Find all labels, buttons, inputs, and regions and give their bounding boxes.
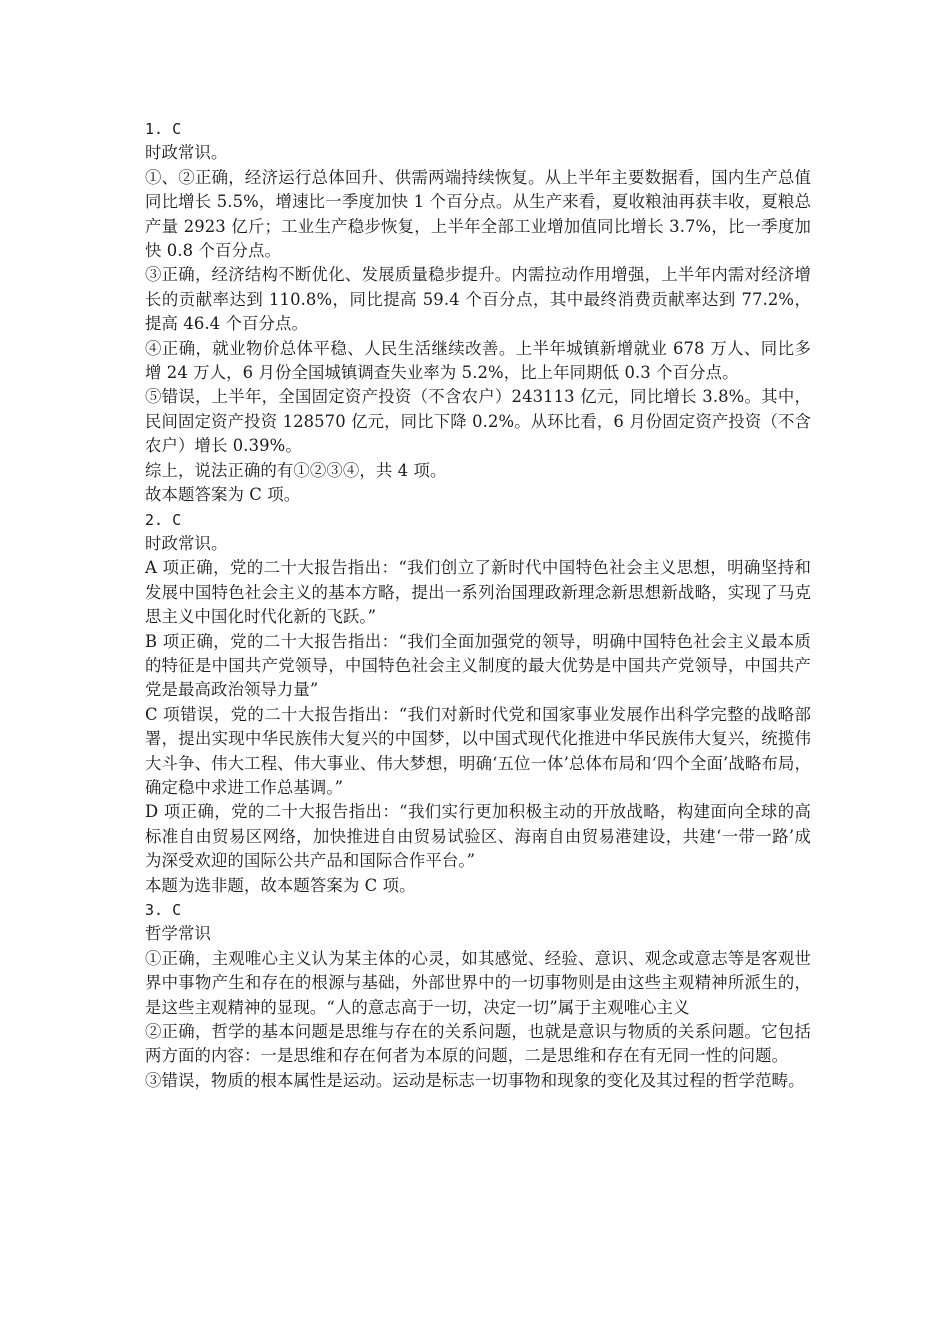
- paragraph: B 项正确，党的二十大报告指出：“我们全面加强党的领导，明确中国特色社会主义最本质的特征是中国共产党领导，中国特色社会主义制度的最大优势是中国共产党领导，中国共产党是最高政治领导力量”: [145, 631, 811, 700]
- question-number: 2. C: [145, 510, 182, 529]
- question-number: 3. C: [145, 901, 182, 919]
- paragraph: A 项正确，党的二十大报告指出：“我们创立了新时代中国特色社会主义思想，明确坚持和发展中国特色社会主义的基本方略，提出一系列治国理政新理念新思想新战略，实现了马克思主义中国化时代化新的飞跃。”: [145, 558, 811, 627]
- paragraph: ④正确，就业物价总体平稳、人民生活继续改善。上半年城镇新增就业 678 万人、同比多增 24 万人，6 月份全国城镇调查失业率为 5.2%，比上年同期低 0.3 个百分点。: [145, 338, 811, 383]
- paragraph: 故本题答案为 C 项。: [145, 485, 301, 505]
- paragraph: 综上，说法正确的有①②③④，共 4 项。: [145, 460, 447, 480]
- question-number: 1. C: [145, 120, 182, 138]
- paragraph: 时政常识。: [145, 143, 228, 163]
- paragraph: ①、②正确，经济运行总体回升、供需两端持续恢复。从上半年主要数据看，国内生产总值同比增长 5.5%，增速比一季度加快 1 个百分点。从生产来看，夏收粮油再获丰收，夏粮总产量 2923 亿斤；工业生产稳步恢复，上半年全部工业增加值同比增长 3.7%，比一季度加快 0.8 个百分点。: [145, 167, 811, 261]
- paragraph: ③正确，经济结构不断优化、发展质量稳步提升。内需拉动作用增强，上半年内需对经济增长的贡献率达到 110.8%，同比提高 59.4 个百分点，其中最终消费贡献率达到 77.2%，提高 46.4 个百分点。: [145, 265, 811, 334]
- paragraph: C 项错误，党的二十大报告指出：“我们对新时代党和国家事业发展作出科学完整的战略部署，提出实现中华民族伟大复兴的中国梦，以中国式现代化推进中华民族伟大复兴，统揽伟大斗争、伟大工程、伟大事业、伟大梦想，明确‘五位一体’总体布局和‘四个全面’战略布局，确定稳中求进工作总基调。”: [145, 704, 811, 797]
- paragraph: 时政常识。: [145, 533, 228, 553]
- paragraph: 哲学常识: [145, 924, 211, 944]
- answer-document: [145, 117, 811, 1093]
- paragraph: ②正确，哲学的基本问题是思维与存在的关系问题，也就是意识与物质的关系问题。它包括两方面的内容：一是思维和存在何者为本原的问题，二是思维和存在有无同一性的问题。: [145, 1022, 811, 1066]
- paragraph: ③错误，物质的根本属性是运动。运动是标志一切事物和现象的变化及其过程的哲学范畴。: [145, 1070, 805, 1090]
- paragraph: ⑤错误，上半年，全国固定资产投资（不含农户）243113 亿元，同比增长 3.8%。其中，民间固定资产投资 128570 亿元，同比下降 0.2%。从环比看，6 月份固定资产投资（不含农户）增长 0.39%。: [145, 387, 811, 456]
- paragraph: 本题为选非题，故本题答案为 C 项。: [145, 875, 416, 895]
- paragraph: D 项正确，党的二十大报告指出：“我们实行更加积极主动的开放战略，构建面向全球的高标准自由贸易区网络，加快推进自由贸易试验区、海南自由贸易港建设，共建‘一带一路’成为深受欢迎的国际公共产品和国际合作平台。”: [145, 802, 811, 871]
- paragraph: ①正确，主观唯心主义认为某主体的心灵，如其感觉、经验、意识、观念或意志等是客观世界中事物产生和存在的根源与基础，外部世界中的一切事物则是由这些主观精神所派生的，是这些主观精神的显现。“人的意志高于一切，决定一切”属于主观唯心主义: [145, 948, 811, 1017]
